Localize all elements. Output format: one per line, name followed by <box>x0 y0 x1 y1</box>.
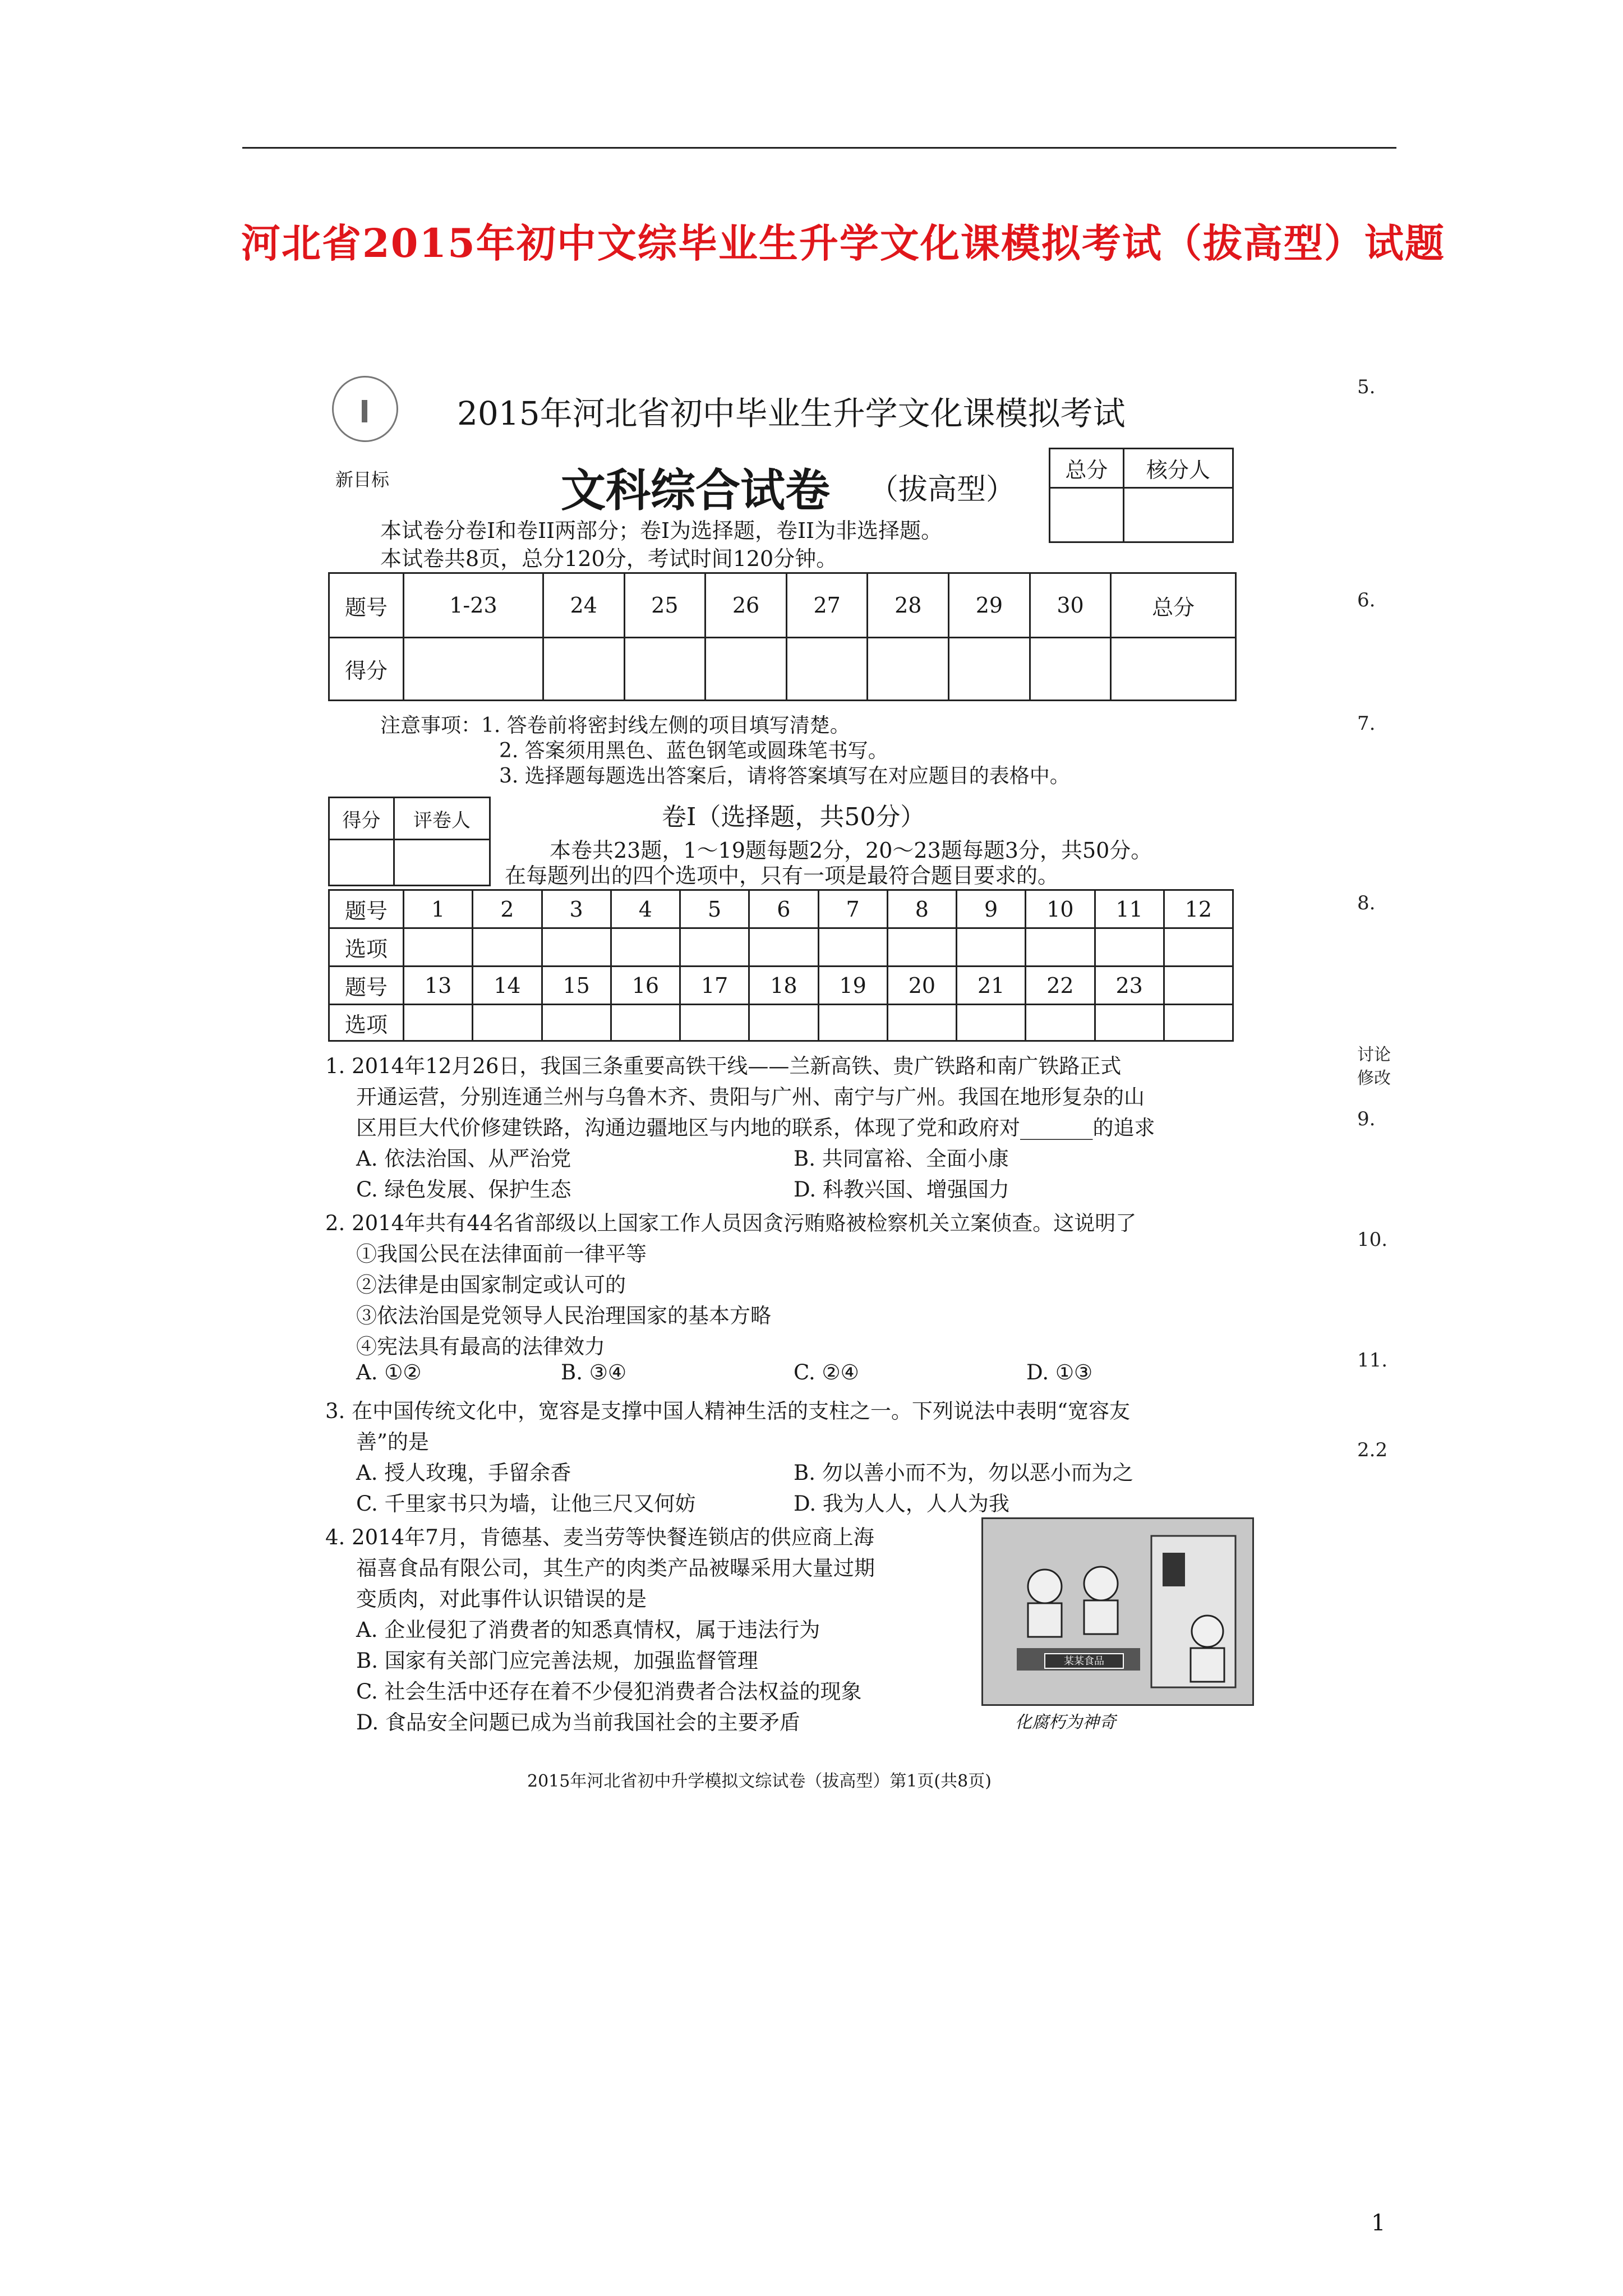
q3-option-d: D. 我为人人，人人为我 <box>794 1492 1009 1516</box>
answer-num: 2 <box>473 890 542 928</box>
side-number: 2.2 <box>1357 1439 1388 1461</box>
q4-option-c: C. 社会生活中还存在着不少侵犯消费者合法权益的现象 <box>356 1680 862 1704</box>
answer-num: 3 <box>542 890 611 928</box>
q4-stem-3: 变质肉，对此事件认识错误的是 <box>356 1587 647 1611</box>
answer-cell <box>749 928 818 967</box>
q2-option-d: D. ①③ <box>1026 1360 1093 1384</box>
scanned-exam-page <box>314 348 1391 1823</box>
q2-item-4: ④宪法具有最高的法律效力 <box>356 1335 605 1359</box>
q1-option-b: B. 共同富裕、全面小康 <box>794 1147 1009 1171</box>
grader-label: 评卷人 <box>394 798 490 840</box>
q4-option-b: B. 国家有关部门应完善法规，加强监督管理 <box>356 1649 758 1673</box>
q2-option-a: A. ①② <box>356 1360 422 1384</box>
q3-option-c: C. 千里家书只为墙，让他三尺又何妨 <box>356 1492 696 1516</box>
side-number: 6. <box>1357 589 1376 611</box>
total-score-cell <box>1050 488 1124 542</box>
answer-opt-label: 选项 <box>329 1005 404 1041</box>
score-header-cell: 28 <box>868 573 949 638</box>
answer-num: 11 <box>1095 890 1164 928</box>
q1-stem-1: 1. 2014年12月26日，我国三条重要高铁干线——兰新高铁、贵广铁路和南广铁路正式 <box>325 1054 1122 1078</box>
q3-option-b: B. 勿以善小而不为，勿以恶小而为之 <box>794 1461 1133 1485</box>
answer-cell <box>1164 928 1233 967</box>
answer-cell <box>1095 928 1164 967</box>
q4-stem-2: 福喜食品有限公司，其生产的肉类产品被曝采用大量过期 <box>356 1556 875 1580</box>
note-3: 3. 选择题每题选出答案后，请将答案填写在对应题目的表格中。 <box>499 765 1070 788</box>
grader-cell <box>394 840 490 886</box>
score-header-cell: 29 <box>949 573 1030 638</box>
answer-cell <box>957 1005 1026 1041</box>
q2-option-c: C. ②④ <box>794 1360 859 1384</box>
answer-cell <box>1026 1005 1095 1041</box>
answer-num-label: 题号 <box>329 967 404 1005</box>
new-target-logo <box>332 376 398 442</box>
q2-item-3: ③依法治国是党领导人民治理国家的基本方略 <box>356 1304 771 1328</box>
cartoon-label: 某某食品 <box>1064 1655 1104 1667</box>
score-header-cell: 1-23 <box>404 573 543 638</box>
answer-cell <box>957 928 1026 967</box>
cartoon-illustration <box>981 1517 1254 1706</box>
note-2: 2. 答案须用黑色、蓝色钢笔或圆珠笔书写。 <box>499 739 888 762</box>
intro-line-1: 本试卷分卷I和卷II两部分；卷I为选择题，卷II为非选择题。 <box>380 518 943 543</box>
part1-desc-1: 本卷共23题，1～19题每题2分，20～23题每题3分，共50分。 <box>550 838 1152 863</box>
answer-num: 19 <box>818 967 887 1005</box>
score-cell <box>1030 638 1111 701</box>
answer-num: 13 <box>404 967 473 1005</box>
q2-stem: 2. 2014年共有44名省部级以上国家工作人员因贪污贿赂被检察机关立案侦查。这说明了 <box>325 1211 1137 1235</box>
answer-num: 16 <box>611 967 680 1005</box>
answer-num: 20 <box>887 967 956 1005</box>
scan-footer: 2015年河北省初中升学模拟文综试卷（拔高型）第1页(共8页) <box>527 1772 992 1791</box>
answer-cell <box>542 928 611 967</box>
q1-option-c: C. 绿色发展、保护生态 <box>356 1177 571 1202</box>
answer-num: 1 <box>404 890 473 928</box>
cartoon-caption: 化腐朽为神奇 <box>1015 1713 1116 1732</box>
answer-num: 15 <box>542 967 611 1005</box>
q2-option-b: B. ③④ <box>561 1360 627 1384</box>
intro-line-2: 本试卷共8页，总分120分，考试时间120分钟。 <box>380 546 838 571</box>
answer-cell <box>887 1005 956 1041</box>
answer-num: 5 <box>680 890 749 928</box>
score-cell <box>1111 638 1236 701</box>
exam-subject: 文科综合试卷 <box>561 464 830 517</box>
answer-num: 18 <box>749 967 818 1005</box>
q1-option-d: D. 科教兴国、增强国力 <box>794 1177 1009 1202</box>
answer-num: 17 <box>680 967 749 1005</box>
answer-num: 23 <box>1095 967 1164 1005</box>
answer-cell <box>749 1005 818 1041</box>
q2-item-1: ①我国公民在法律面前一律平等 <box>356 1242 647 1266</box>
answer-num: 6 <box>749 890 818 928</box>
side-number: 10. <box>1357 1228 1388 1251</box>
answer-num: 8 <box>887 890 956 928</box>
score-header-cell: 30 <box>1030 573 1111 638</box>
side-number: 5. <box>1357 376 1376 398</box>
answer-cell <box>611 1005 680 1041</box>
answer-num: 4 <box>611 890 680 928</box>
q1-stem-2: 开通运营，分别连通兰州与乌鲁木齐、贵阳与广州、南宁与广州。我国在地形复杂的山 <box>356 1085 1145 1109</box>
side-number: 11. <box>1357 1349 1388 1372</box>
score-header-cell: 总分 <box>1111 573 1236 638</box>
total-score-label: 总分 <box>1050 449 1124 488</box>
grader-cell <box>329 840 394 886</box>
score-row-label: 得分 <box>329 638 404 701</box>
page-number: 1 <box>1371 2210 1386 2236</box>
total-score-box <box>1049 448 1234 543</box>
answer-cell <box>404 928 473 967</box>
answer-num <box>1164 967 1233 1005</box>
q3-option-a: A. 授人玫瑰，手留余香 <box>356 1461 571 1485</box>
grader-box <box>328 797 491 886</box>
q3-stem-2: 善”的是 <box>356 1430 429 1454</box>
document-title: 河北省2015年初中文综毕业生升学文化课模拟考试（拔高型）试题 <box>241 220 1445 266</box>
answer-cell <box>818 1005 887 1041</box>
side-fragment: 讨论 修改 <box>1357 1045 1391 1088</box>
answer-num: 10 <box>1026 890 1095 928</box>
answer-cell <box>818 928 887 967</box>
answer-num-label: 题号 <box>329 890 404 928</box>
side-number: 7. <box>1357 712 1376 735</box>
answer-opt-label: 选项 <box>329 928 404 967</box>
answer-cell <box>680 1005 749 1041</box>
q4-option-a: A. 企业侵犯了消费者的知悉真情权，属于违法行为 <box>356 1618 820 1642</box>
q2-item-2: ②法律是由国家制定或认可的 <box>356 1273 626 1297</box>
q1-stem-3: 区用巨大代价修建铁路，沟通边疆地区与内地的联系，体现了党和政府对_______的追求 <box>356 1116 1155 1140</box>
score-cell <box>786 638 868 701</box>
answer-num: 22 <box>1026 967 1095 1005</box>
grader-score-label: 得分 <box>329 798 394 840</box>
side-number: 8. <box>1357 892 1376 914</box>
score-cell <box>543 638 624 701</box>
note-1: 注意事项：1. 答卷前将密封线左侧的项目填写清楚。 <box>380 714 850 737</box>
score-cell <box>868 638 949 701</box>
q4-option-d: D. 食品安全问题已成为当前我国社会的主要矛盾 <box>356 1710 800 1734</box>
checker-label: 核分人 <box>1123 449 1233 488</box>
score-cell <box>624 638 706 701</box>
answer-cell <box>611 928 680 967</box>
answer-num: 9 <box>957 890 1026 928</box>
answer-cell <box>1026 928 1095 967</box>
answer-cell <box>542 1005 611 1041</box>
answer-cell <box>680 928 749 967</box>
answer-table <box>328 889 1234 1042</box>
answer-cell <box>887 928 956 967</box>
score-cell <box>404 638 543 701</box>
q4-stem-1: 4. 2014年7月，肯德基、麦当劳等快餐连锁店的供应商上海 <box>325 1525 874 1549</box>
cartoon-drawing <box>983 1519 1252 1704</box>
sprout-icon <box>362 400 367 422</box>
answer-cell <box>473 1005 542 1041</box>
score-header-cell: 24 <box>543 573 624 638</box>
exam-heading: 2015年河北省初中毕业生升学文化课模拟考试 <box>457 394 1126 432</box>
score-header-cell: 27 <box>786 573 868 638</box>
score-header-cell: 26 <box>706 573 787 638</box>
score-cell <box>949 638 1030 701</box>
score-cell <box>706 638 787 701</box>
top-rule <box>242 147 1396 149</box>
answer-cell <box>1164 1005 1233 1041</box>
score-header-cell: 25 <box>624 573 706 638</box>
answer-num: 14 <box>473 967 542 1005</box>
answer-num: 12 <box>1164 890 1233 928</box>
part1-title: 卷Ⅰ（选择题，共50分） <box>662 803 925 831</box>
checker-cell <box>1123 488 1233 542</box>
answer-num: 7 <box>818 890 887 928</box>
score-table <box>328 572 1237 701</box>
score-header-cell: 题号 <box>329 573 404 638</box>
q1-option-a: A. 依法治国、从严治党 <box>356 1147 571 1171</box>
part1-desc-2: 在每题列出的四个选项中，只有一项是最符合题目要求的。 <box>505 863 1059 888</box>
exam-variant: （拔高型） <box>869 473 1016 507</box>
answer-num: 21 <box>957 967 1026 1005</box>
logo-label: 新目标 <box>335 469 390 490</box>
q3-stem-1: 3. 在中国传统文化中，宽容是支撑中国人精神生活的支柱之一。下列说法中表明“宽容友 <box>325 1399 1130 1423</box>
answer-cell <box>1095 1005 1164 1041</box>
side-number: 9. <box>1357 1108 1376 1130</box>
answer-cell <box>473 928 542 967</box>
answer-cell <box>404 1005 473 1041</box>
